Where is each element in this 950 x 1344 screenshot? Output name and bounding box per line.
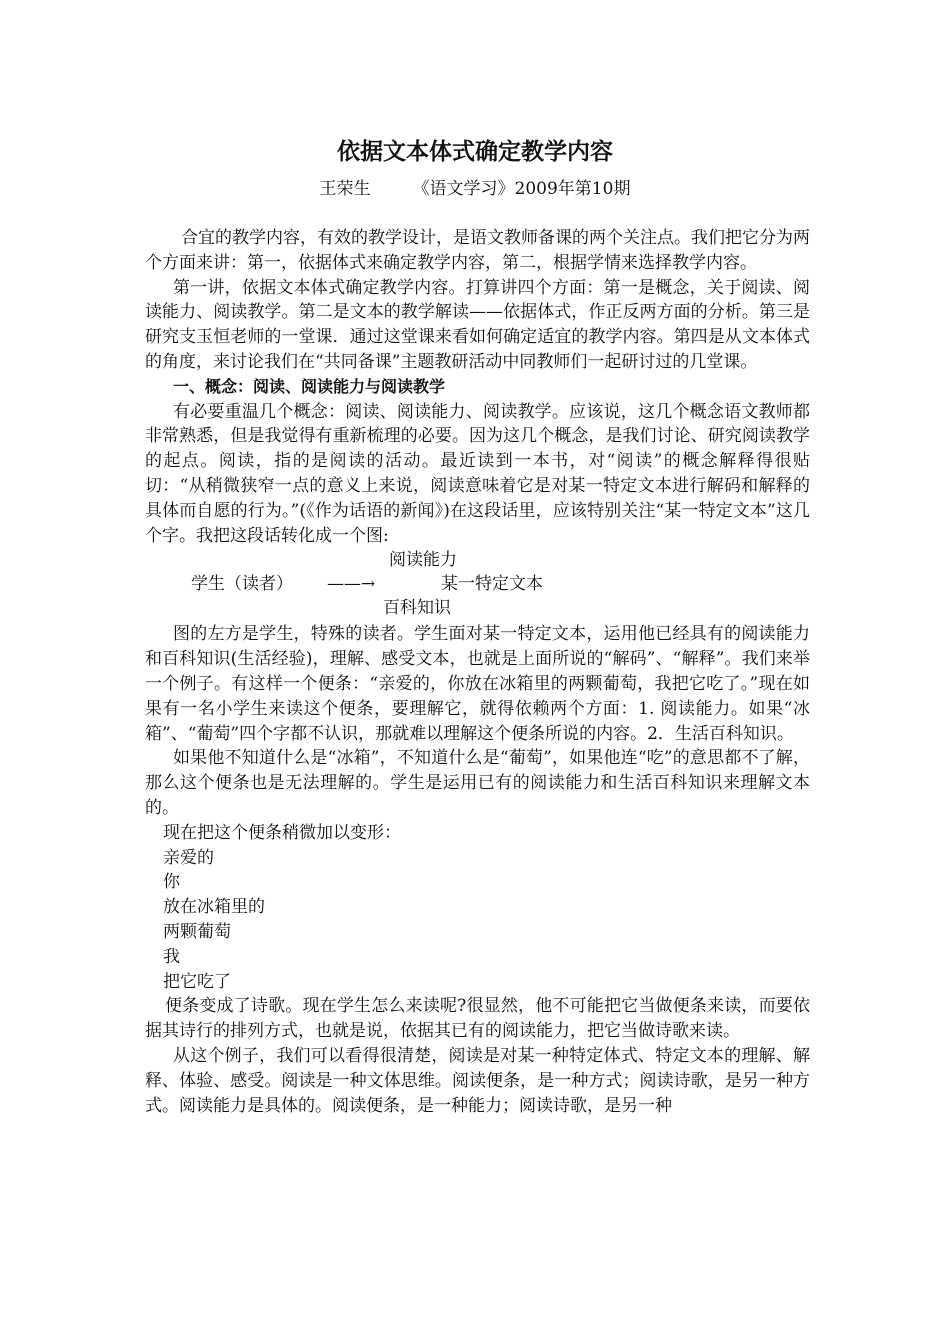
paragraph: 有必要重温几个概念：阅读、阅读能力、阅读教学。应该说，这几个概念语文教师都非常熟悉，但是我觉得有重新梳理的必要。因为这几个概念，是我们讨论、研究阅读教学的起点。阅读，指的是阅读的活动。最近读到一本书，对“阅读”的概念解释得很贴切：“从稍微狭窄一点的意义上来说，阅读意味着它是对某一特定文本进行解码和解释的具体而自愿的行为。”(《作为话语的新闻》)在这段话里，应该特别关注“某一特定文本”这几个字。我把这段话转化成一个图: — [145, 401, 810, 546]
paragraph: 合宜的教学内容，有效的教学设计，是语文教师备课的两个关注点。我们把它分为两个方面来讲：第一，依据体式来确定教学内容，第二，根据学情来选择教学内容。 — [145, 228, 810, 273]
diagram-top-label: 阅读能力 — [389, 550, 457, 571]
article-body — [145, 226, 810, 1118]
paragraph: 如果他不知道什么是“冰箱”，不知道什么是“葡萄”，如果他连“吃”的意思都不了解，那么这个便条也是无法理解的。学生是运用已有的阅读能力和生活百科知识来理解文本的。 — [145, 748, 810, 818]
section-heading: 一、概念：阅读、阅读能力与阅读教学 — [173, 376, 446, 396]
paragraph: 现在把这个便条稍微加以变形： — [163, 822, 401, 843]
byline — [0, 174, 950, 199]
poem-line: 把它吃了 — [163, 971, 231, 992]
diagram-arrow: ——→ — [327, 574, 376, 595]
reading-diagram — [145, 548, 810, 622]
diagram-bottom-label: 百科知识 — [383, 598, 451, 619]
source: 《语文学习》2009年第10期 — [412, 179, 631, 199]
paragraph: 第一讲，依据文本体式确定教学内容。打算讲四个方面：第一是概念，关于阅读、阅读能力、阅读教学。第二是文本的教学解读——依据体式，作正反两方面的分析。第三是研究支玉恒老师的一堂课．通过这堂课来看如何确定适宜的教学内容。第四是从文本体式的角度，来讨论我们在“共同备课”主题教研活动中同教师们一起研讨过的几堂课。 — [145, 277, 810, 372]
poem-line: 你 — [163, 872, 180, 893]
author: 王荣生 — [319, 179, 371, 199]
document-title: 依据文本体式确定教学内容 — [337, 139, 613, 165]
poem-line: 我 — [163, 946, 180, 967]
paragraph: 便条变成了诗歌。现在学生怎么来读呢?很显然，他不可能把它当做便条来读，而要依据其诗行的排列方式，也就是说，依据其已有的阅读能力，把它当做诗歌来读。 — [145, 996, 810, 1042]
poem-line: 放在冰箱里的 — [163, 897, 265, 918]
poem-line: 两颗葡萄 — [163, 921, 231, 942]
paragraph: 从这个例子，我们可以看得很清楚，阅读是对某一种特定体式、特定文本的理解、解释、体验、感受。阅读是一种文体思维。阅读便条，是一种方式；阅读诗歌，是另一种方式。阅读能力是具体的。阅读便条，是一种能力；阅读诗歌，是另一种 — [145, 1045, 810, 1116]
diagram-right-label: 某一特定文本 — [441, 574, 543, 595]
diagram-left-label: 学生（读者） — [191, 574, 293, 595]
poem-line: 亲爱的 — [163, 847, 214, 868]
paragraph: 图的左方是学生，特殊的读者。学生面对某一特定文本，运用他已经具有的阅读能力和百科知识(生活经验)，理解、感受文本，也就是上面所说的“解码”、“解释”。我们来举一个例子。有这样一个便条：“亲爱的，你放在冰箱里的两颗葡萄，我把它吃了。”现在如果有一名小学生来读这个便条，要理解它，就得依赖两个方面：1. 阅读能力。如果“冰箱”、“葡萄”四个字都不认识，那就难以理解这个便条所说的内容。2．生活百科知识。 — [145, 624, 810, 744]
